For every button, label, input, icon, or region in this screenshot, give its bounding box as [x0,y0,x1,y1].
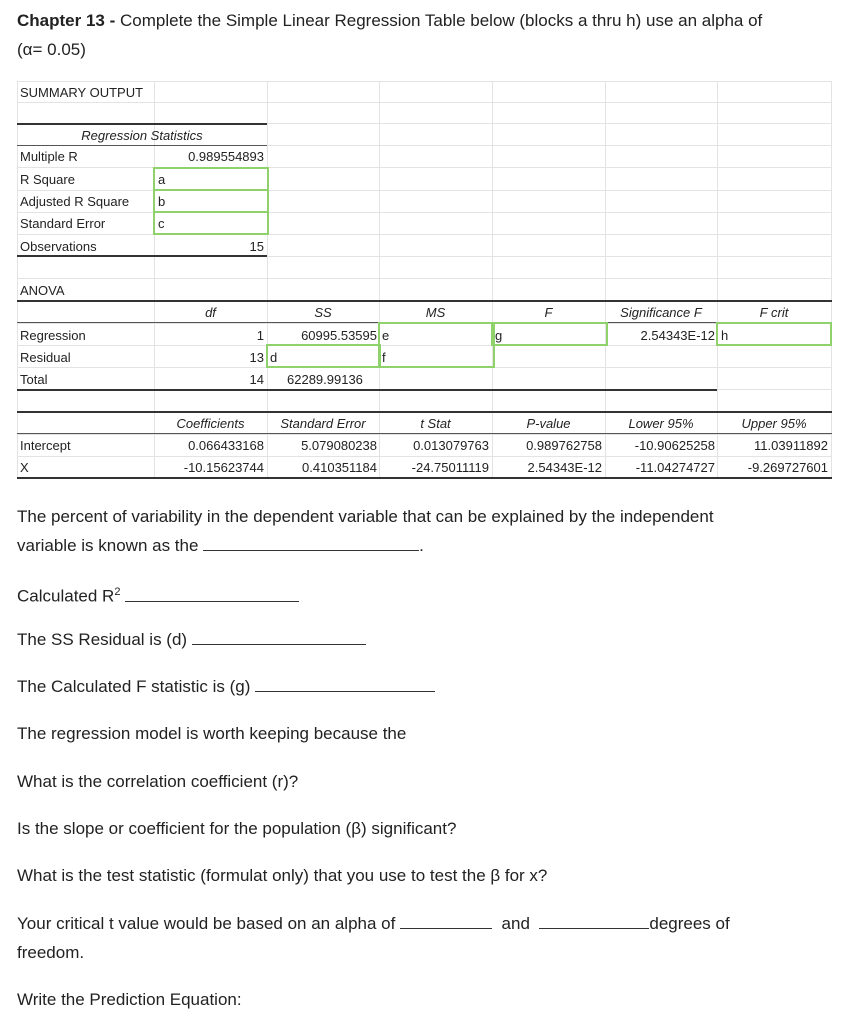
chapter-label: Chapter 13 - [17,11,116,30]
intercept-upper-95: 11.03911892 [754,438,828,453]
residual-ss: d [270,350,278,365]
x-label: X [20,460,29,475]
question-9-line-1 [17,909,730,938]
question-4-text: The Calculated F statistic is (g) [17,677,251,696]
question-5: The regression model is worth keeping because the [17,724,407,743]
intercept-label: Intercept [20,438,71,453]
question-1-answer-blank[interactable] [203,534,419,551]
question-4 [17,672,435,701]
question-3-answer-blank[interactable] [192,628,366,645]
question-9-and: and [501,914,530,933]
intercept-coefficient: 0.066433168 [188,438,264,453]
ss-residual-answer-box[interactable] [266,344,381,368]
x-upper-95: -9.269727601 [747,460,828,475]
question-1-line-1: The percent of variability in the dependent variable that can be explained by the independent [17,507,714,526]
anova-df-header: df [205,305,216,320]
instruction-text: Complete the Simple Linear Regression Table below (blocks a thru h) use an alpha of [119,11,763,30]
question-4-answer-blank[interactable] [255,675,435,692]
regression-ms: e [382,328,390,343]
ms-answer-box[interactable] [378,322,495,368]
x-coefficient: -10.15623744 [183,460,264,475]
intercept-lower-95: -10.90625258 [634,438,715,453]
assignment-header [17,6,847,64]
f-crit-answer-box[interactable] [716,322,832,346]
question-3 [17,625,366,654]
upper-95-header: Upper 95% [741,416,807,431]
question-2-answer-blank[interactable] [125,585,299,602]
standard-error-label: Standard Error [20,216,106,231]
question-2-superscript: 2 [114,586,121,598]
coefficients-header: Coefficients [176,416,245,431]
p-value-header: P-value [526,416,571,431]
question-7: Is the slope or coefficient for the population (β) significant? [17,819,457,838]
question-9-df-blank[interactable] [539,912,649,929]
question-3-text: The SS Residual is (d) [17,630,188,649]
question-2 [17,578,299,611]
standard-error-header: Standard Error [280,416,366,431]
x-lower-95: -11.04274727 [635,460,715,475]
question-9-line-2: freedom. [17,943,85,962]
regression-row-label: Regression [20,328,86,343]
question-1-period: . [419,536,424,555]
residual-df: 13 [249,350,264,365]
t-stat-header: t Stat [420,416,451,431]
x-t-stat: -24.75011119 [411,460,489,475]
regression-f: g [495,328,503,343]
intercept-p-value: 0.989762758 [526,438,602,453]
summary-output-title: SUMMARY OUTPUT [20,85,144,100]
r-square-value: a [158,172,166,187]
intercept-standard-error: 5.079080238 [301,438,377,453]
regression-significance-f: 2.54343E-12 [640,328,715,343]
r-square-label: R Square [20,172,75,187]
question-9-text: Your critical t value would be based on an alpha of [17,914,396,933]
standard-error-value: c [158,216,165,231]
regression-f-crit: h [721,328,729,343]
regression-ss: 60995.53595 [301,328,377,343]
residual-row-label: Residual [20,350,71,365]
lower-95-header: Lower 95% [628,416,694,431]
question-8: What is the test statistic (formulat only) that you use to test the β for x? [17,866,548,885]
anova-ss-header: SS [314,305,332,320]
observations-label: Observations [20,239,97,254]
total-df: 14 [249,372,264,387]
question-9-alpha-blank[interactable] [400,912,492,929]
adjusted-r-square-value: b [158,194,166,209]
multiple-r-value: 0.989554893 [188,149,264,164]
total-row-label: Total [20,372,48,387]
anova-significance-f-header: Significance F [620,305,702,320]
adjusted-r-square-label: Adjusted R Square [20,194,130,209]
anova-f-crit-header: F crit [759,305,789,320]
question-2-text: Calculated R [17,586,115,606]
x-p-value: 2.54343E-12 [527,460,602,475]
x-standard-error: 0.410351184 [302,460,377,475]
question-6: What is the correlation coefficient (r)? [17,772,299,791]
multiple-r-label: Multiple R [20,149,78,164]
standard-error-answer-box[interactable] [153,211,269,235]
regression-df: 1 [256,328,264,343]
total-ss: 62289.99136 [287,372,363,387]
observations-value: 15 [249,239,264,254]
question-10: Write the Prediction Equation: [17,990,242,1009]
adjusted-r-square-answer-box[interactable] [153,189,269,213]
alpha-text: (α= 0.05) [17,40,86,59]
anova-f-header: F [544,305,553,320]
anova-title: ANOVA [20,283,65,298]
r-square-answer-box[interactable] [153,167,269,191]
regression-spreadsheet [17,81,832,478]
f-answer-box[interactable] [491,322,608,346]
regression-statistics-title: Regression Statistics [81,128,203,143]
question-1-line-2 [17,531,424,560]
anova-ms-header: MS [425,305,446,320]
question-9-degrees-of: degrees of [649,914,730,933]
residual-ms: f [382,350,386,365]
question-1-text: variable is known as the [17,536,199,555]
intercept-t-stat: 0.013079763 [413,438,489,453]
